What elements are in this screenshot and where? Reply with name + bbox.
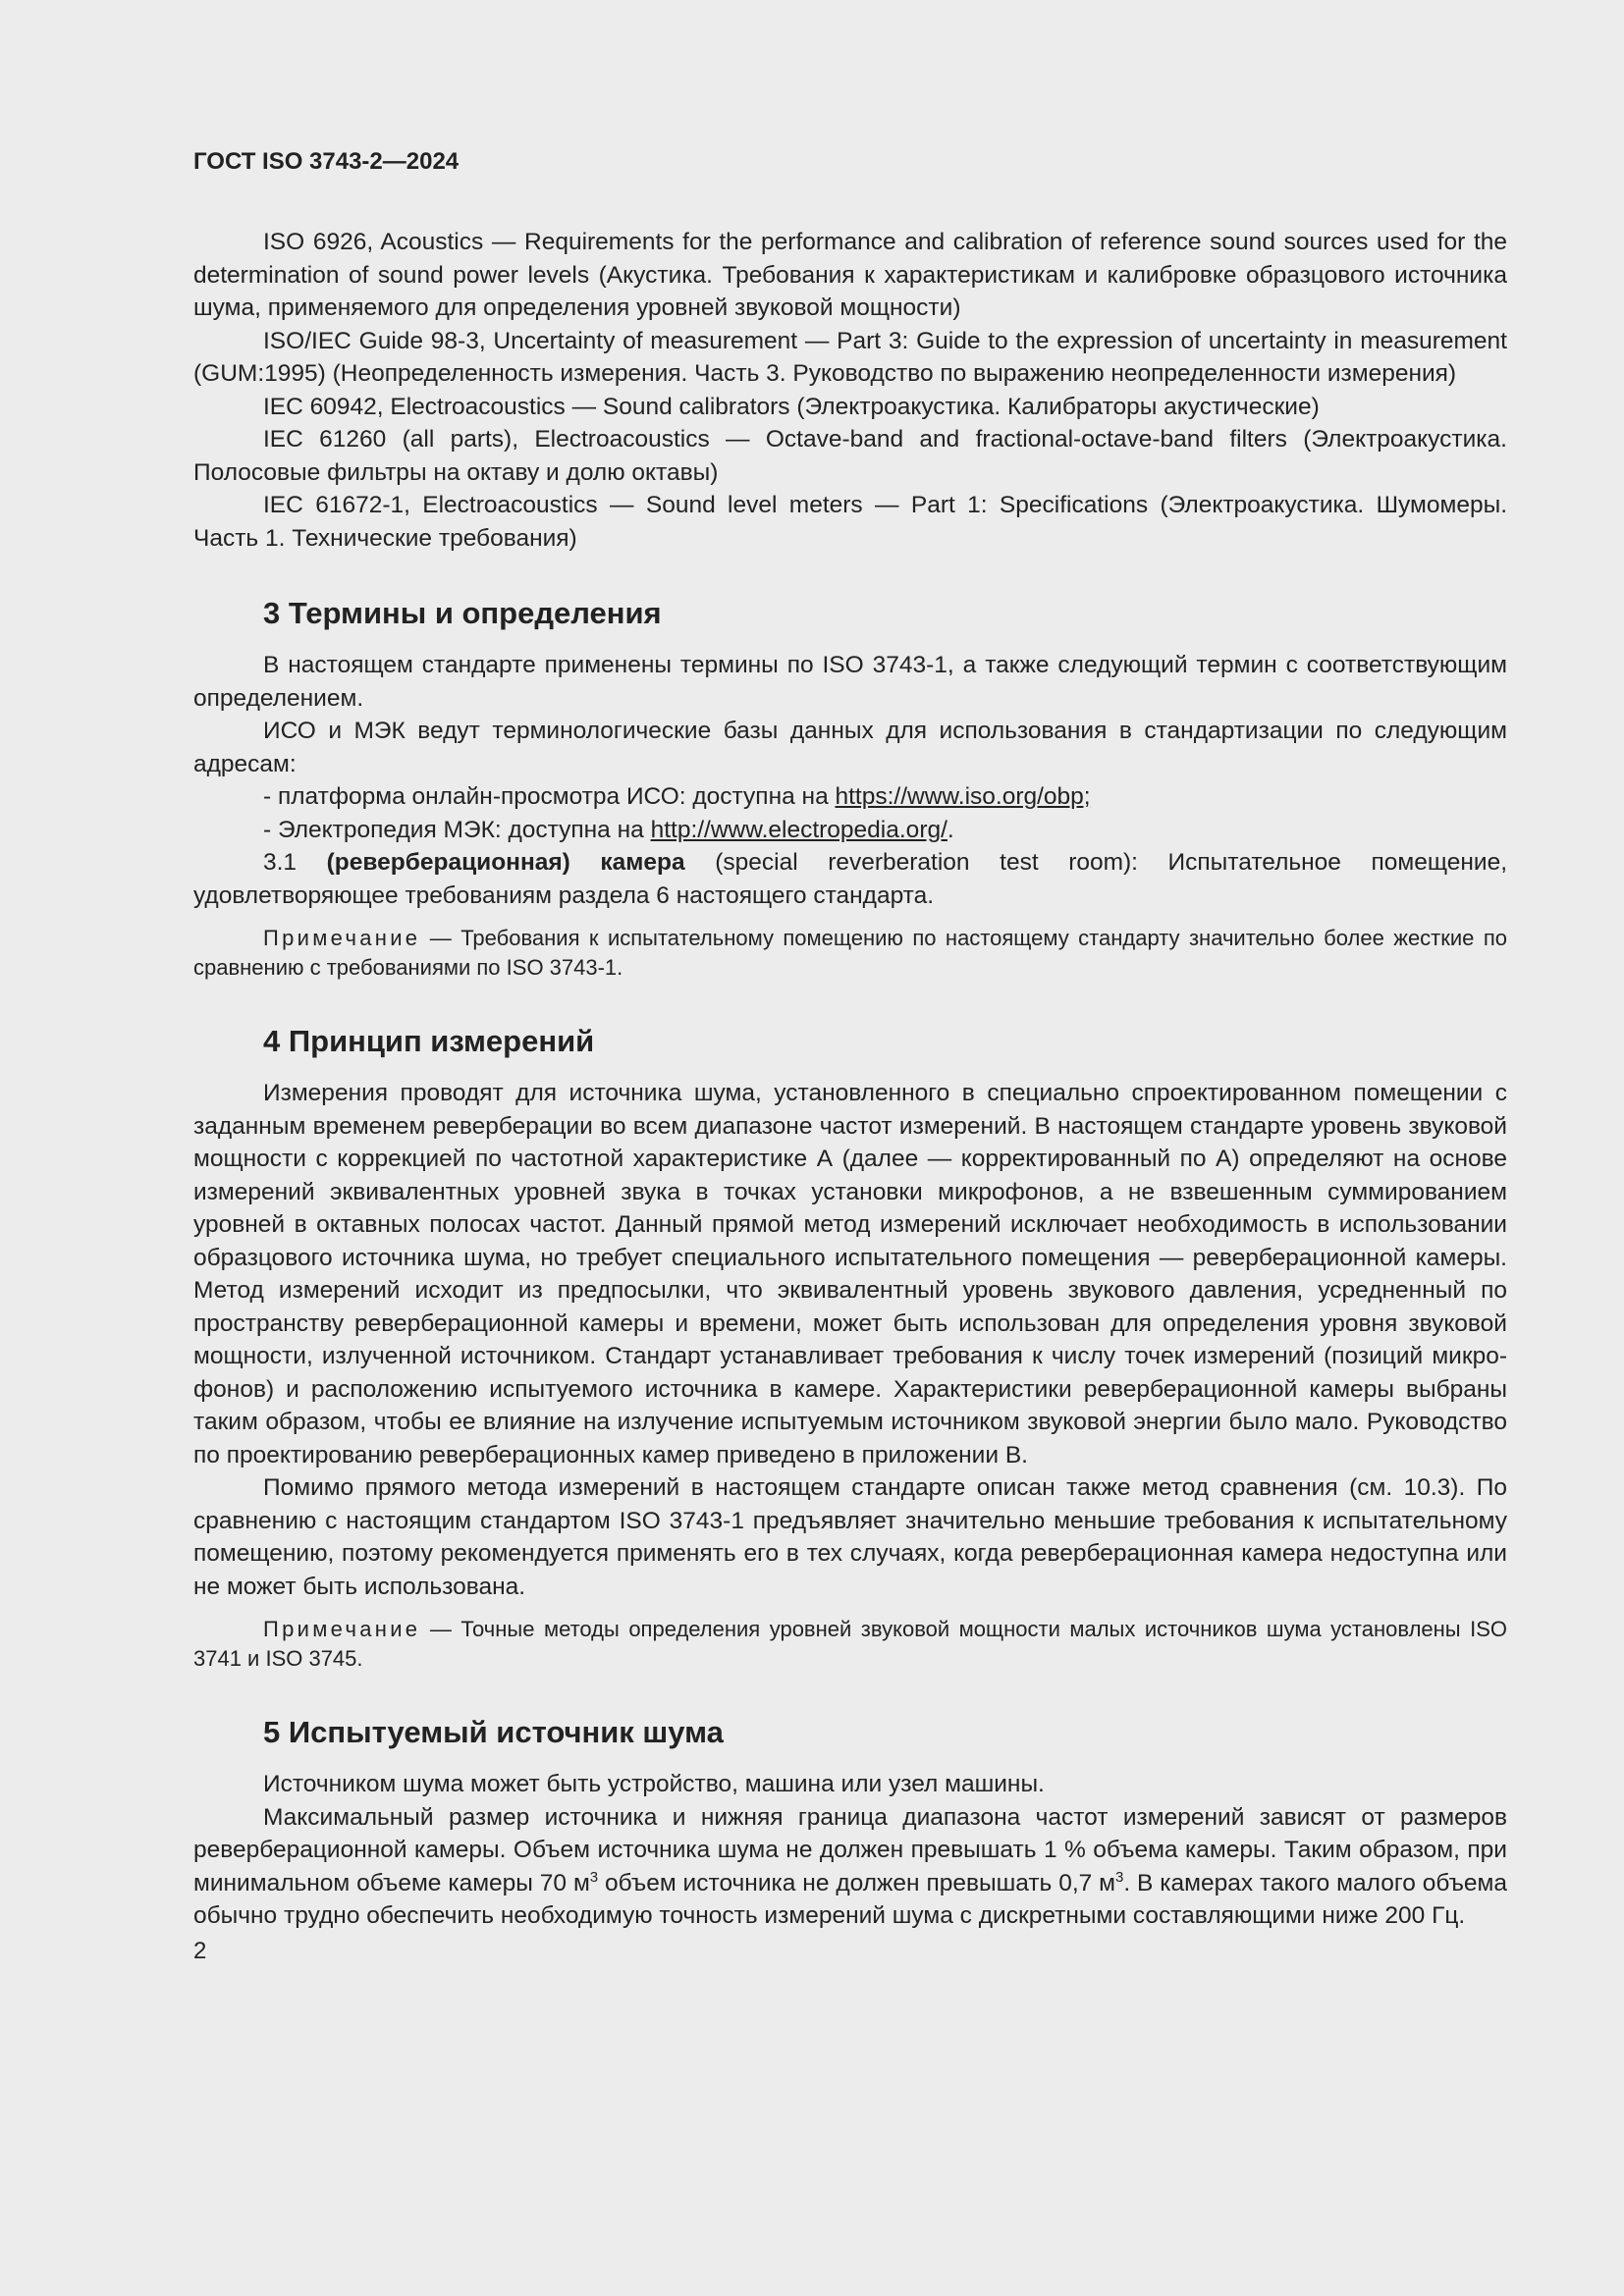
section-5-heading: 5 Испытуемый источник шума [263,1715,724,1749]
section-3-paragraph: ИСО и МЭК ведут терминологические базы данных для использования в стандартизации по следующим адресам: [193,718,1507,777]
term-name: (реверберационная) камера [326,849,685,876]
list-item-text: - платформа онлайн-просмотра ИСО: доступна на [263,783,836,810]
superscript: 3 [1115,1868,1124,1886]
term-number: 3.1 [263,849,327,876]
note-text: — Точные методы определения уровней звуковой мощности малых источников шума установлены ISO 3741 и ISO 3745. [193,1617,1507,1671]
section-4-heading: 4 Принцип измерений [263,1024,595,1058]
normative-references [193,226,1507,555]
paragraph-text: . В камерах такого малого объема обычно трудно обеспечить необходимую точность измерений шума с дискретными составляющими ниже 200 Гц. [193,1869,1507,1929]
reference-item: ISO 6926, Acoustics — Requirements for the performance and calibration of reference sound sources used for the determination of sound power levels (Акустика. Требования к характеристикам и калибровке образцового источника шума, применяемого для определения уровней звуковой мощности) [193,229,1507,321]
paragraph-text: Максимальный размер источника и нижняя граница диапазона частот измерений зависят от размеров реверберационной камеры. Объем источника шума не должен превышать 1 % объема камеры. Таким образом, при минимальном объеме камеры 70 м [193,1803,1507,1896]
document-header: ГОСТ ISO 3743-2—2024 [193,148,460,175]
section-4-note [193,1615,1507,1674]
electropedia-link[interactable]: http://www.electropedia.org/ [650,816,947,843]
list-item-end: . [947,816,954,843]
iso-obp-link[interactable]: https://www.iso.org/obp; [835,783,1091,810]
section-3-note [193,924,1507,983]
superscript: 3 [589,1868,599,1886]
list-item-text: - Электропедия МЭК: доступна на [263,816,651,843]
section-5-paragraph [193,1801,1507,1933]
term-definition [193,846,1507,912]
reference-item: IEC 60942, Electroacoustics — Sound calibrators (Электроакустика. Калибраторы акустические) [263,393,1320,420]
list-item-electropedia [193,814,1507,847]
note-label: Примечание [263,926,421,950]
section-4-paragraph: Помимо прямого метода измерений в настоящем стандарте описан также метод сравнения (см. 10.3). По сравнению с настоящим стандартом ISO 3743-1 предъявляет значительно меньшие требования к испытательному помещению, поэтому рекомендуется применять его в тех случаях, когда реверберационная камера недоступна или не может быть использована. [193,1474,1507,1600]
section-5-paragraph: Источником шума может быть устройство, машина или узел машины. [263,1771,1045,1797]
paragraph-text: объем источника не должен превышать 0,7 м [598,1869,1116,1896]
term-text: (special reverberation test room): Испытательное помещение, удовлетворяющее требованиям раздела 6 настоящего стандарта. [193,849,1508,909]
section-4-paragraph: Измерения проводят для источника шума, установленного в специально спроектированном помещении с заданным временем реверберации во всем диапазоне частот измерений. В настоящем стандарте уровень звуковой мощности с коррекцией по частотной характеристике А (далее — корректированный по А) определяют на основе измерений эквивалентных уровней звука в точках установки микрофонов, а не взвешенным суммированием уровней в октавных полосах частот. Данный прямой метод измерений исключает необходимость в использовании образцового источника шума, но требует специального испытательного помещения — реверберационной камеры. Метод измерений исходит из предпосылки, что эквивалентный уровень звукового давления, усредненный по пространству реверберационной камеры и времени, может быть использован для определения уровня звуковой мощности, излученной источником. Стандарт устанавливает требования к числу точек измерений (позиций микрофонов) и расположению испытуемого источника в камере. Характеристики реверберационной камеры выбраны таким образом, чтобы ее влияние на излучение испытуемым источником звуковой энергии было мало. Руководство по проектированию реверберационных камер приведено в приложении В. [193,1080,1507,1468]
page-number: 2 [193,1937,207,1964]
reference-item: IEC 61672-1, Electroacoustics — Sound level meters — Part 1: Specifications (Электроакустика. Шумомеры. Часть 1. Технические требования) [193,492,1507,552]
section-3-paragraph: В настоящем стандарте применены термины по ISO 3743-1, а также следующий термин с соответствующим определением. [193,652,1507,712]
reference-item: ISO/IEC Guide 98-3, Uncertainty of measurement — Part 3: Guide to the expression of uncertainty in measurement (GUM:1995) (Неопределенность измерения. Часть 3. Руководство по выражению неопределенности измерения) [193,327,1507,387]
note-text: — Требования к испытательному помещению по настоящему стандарту значительно более жесткие по сравнению с требованиями по ISO 3743-1. [193,926,1507,980]
reference-item: IEC 61260 (all parts), Electroacoustics — Octave-band and fractional-octave-band filters (Электроакустика. Полосовые фильтры на октаву и долю октавы) [193,426,1507,486]
list-item-iso-obp [193,780,1507,814]
section-3-heading: 3 Термины и определения [263,596,662,630]
page-content [193,147,1507,1966]
note-label: Примечание [263,1617,421,1641]
